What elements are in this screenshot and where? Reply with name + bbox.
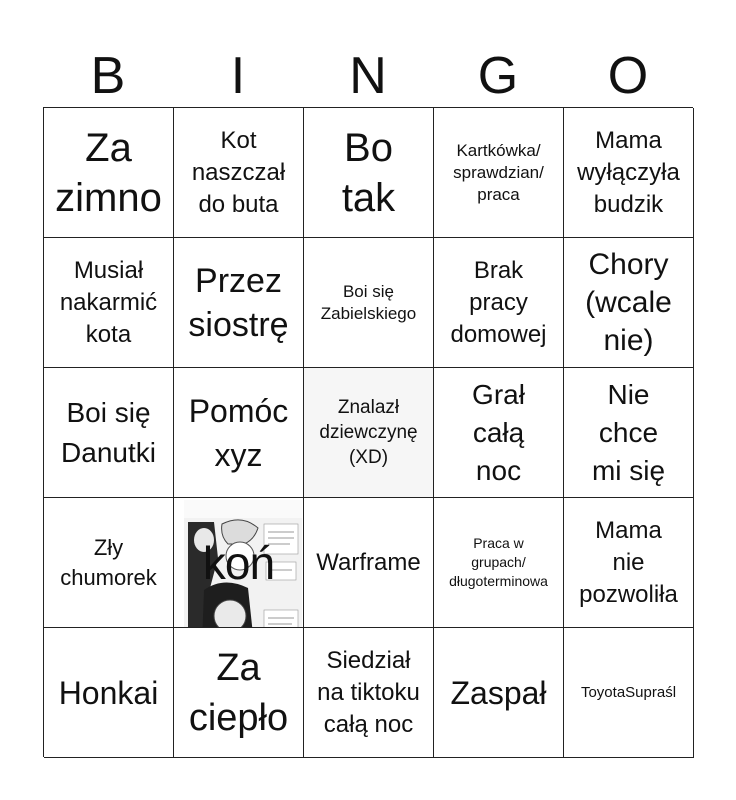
header-letter-i: I	[230, 47, 246, 105]
image-cell-label: koń	[202, 536, 275, 589]
bingo-header	[43, 48, 693, 104]
bingo-cell[interactable]: Kartkówka/ sprawdzian/ praca	[434, 108, 564, 238]
bingo-free-cell[interactable]: Znalazł dziewczynę (XD)	[304, 368, 434, 498]
bingo-grid	[43, 107, 693, 757]
bingo-cell[interactable]: Za zimno	[44, 108, 174, 238]
bingo-cell[interactable]: Zły chumorek	[44, 498, 174, 628]
bingo-cell[interactable]: Siedział na tiktoku całą noc	[304, 628, 434, 758]
bingo-cell[interactable]: Grał całą noc	[434, 368, 564, 498]
bingo-cell[interactable]: Praca w grupach/ długoterminowa	[434, 498, 564, 628]
bingo-cell[interactable]: Przez siostrę	[174, 238, 304, 368]
header-letter-b: B	[90, 47, 126, 105]
bingo-cell[interactable]: Zaspał	[434, 628, 564, 758]
bingo-image-cell[interactable]	[174, 498, 304, 628]
bingo-cell[interactable]: Chory (wcale nie)	[564, 238, 694, 368]
bingo-cell[interactable]: Warframe	[304, 498, 434, 628]
header-letter-g: G	[477, 47, 519, 105]
bingo-cell[interactable]: Mama wyłączyła budzik	[564, 108, 694, 238]
bingo-cell[interactable]: Nie chce mi się	[564, 368, 694, 498]
bingo-cell[interactable]: Za ciepło	[174, 628, 304, 758]
header-letter-o: O	[607, 47, 649, 105]
bingo-cell[interactable]: Pomóc xyz	[174, 368, 304, 498]
bingo-cell[interactable]: Boi się Danutki	[44, 368, 174, 498]
bingo-cell[interactable]: Boi się Zabielskiego	[304, 238, 434, 368]
bingo-cell[interactable]: Bo tak	[304, 108, 434, 238]
bingo-cell[interactable]: Mama nie pozwoliła	[564, 498, 694, 628]
bingo-cell[interactable]: Musiał nakarmić kota	[44, 238, 174, 368]
bingo-cell[interactable]: Honkai	[44, 628, 174, 758]
bingo-cell[interactable]: Brak pracy domowej	[434, 238, 564, 368]
bingo-cell[interactable]: ToyotaSupraśl	[564, 628, 694, 758]
header-letter-n: N	[349, 47, 387, 105]
bingo-cell[interactable]: Kot naszczał do buta	[174, 108, 304, 238]
